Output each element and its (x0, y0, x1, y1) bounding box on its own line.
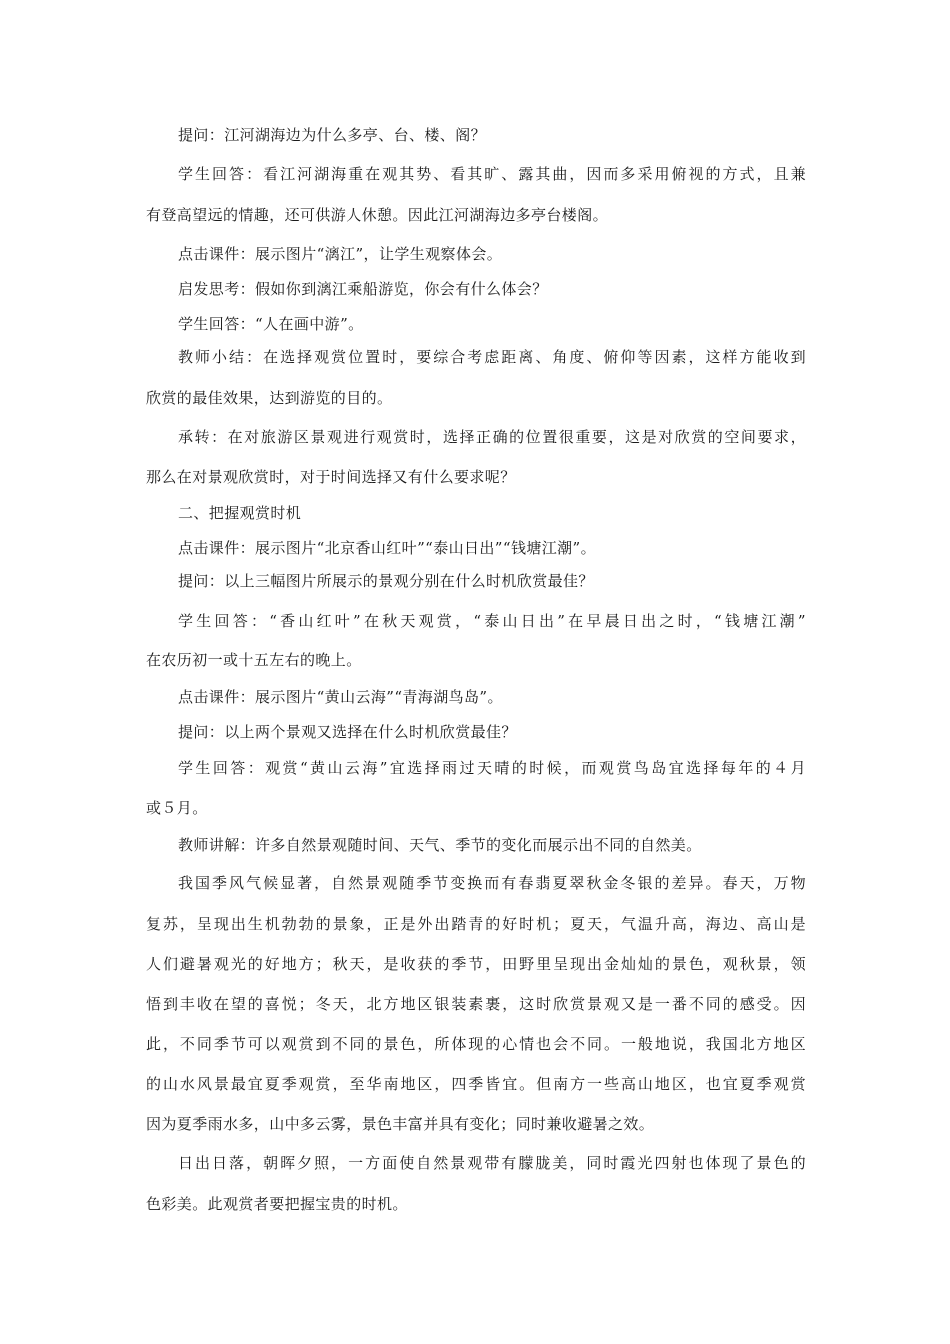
paragraph-line: 我国季风气候显著，自然景观随季节变换而有春翡夏翠秋金冬银的差异。春天，万物 (178, 874, 806, 892)
paragraph-line: 承转：在对旅游区景观进行观赏时，选择正确的位置很重要，这是对欣赏的空间要求， (178, 428, 806, 446)
paragraph-line: 的山水风景最宜夏季观赏，至华南地区，四季皆宜。但南方一些高山地区，也宜夏季观赏 (146, 1075, 806, 1093)
paragraph-line: 此，不同季节可以观赏到不同的景色，所体现的心情也会不同。一般地说，我国北方地区 (146, 1035, 806, 1053)
paragraph-line: 人们避暑观光的好地方；秋天，是收获的季节，田野里呈现出金灿灿的景色，观秋景，领 (146, 955, 806, 973)
paragraph-line: 教师讲解：许多自然景观随时间、天气、季节的变化而展示出不同的自然美。 (178, 836, 702, 854)
paragraph-line: 点击课件：展示图片“黄山云海”“青海湖鸟岛”。 (178, 688, 503, 706)
paragraph-line: 提问：江河湖海边为什么多亭、台、楼、阁？ (178, 126, 487, 144)
paragraph-line: 因为夏季雨水多，山中多云雾，景色丰富并具有变化；同时兼收避暑之效。 (146, 1115, 655, 1133)
section-heading: 二、把握观赏时机 (178, 504, 302, 522)
paragraph-line: 有登高望远的情趣，还可供游人休憩。因此江河湖海边多亭台楼阁。 (146, 206, 609, 224)
paragraph-line: 提问：以上三幅图片所展示的景观分别在什么时机欣赏最佳？ (178, 572, 594, 590)
paragraph-line: 点击课件：展示图片“漓江”，让学生观察体会。 (178, 245, 503, 263)
paragraph-line: 学生回答：“香山红叶”在秋天观赏，“泰山日出”在早晨日出之时，“钱塘江潮” (178, 612, 806, 630)
paragraph-line: 启发思考：假如你到漓江乘船游览，你会有什么体会？ (178, 280, 548, 298)
paragraph-line: 日出日落，朝晖夕照，一方面使自然景观带有朦胧美，同时霞光四射也体现了景色的 (178, 1154, 806, 1172)
paragraph-line: 欣赏的最佳效果，达到游览的目的。 (146, 389, 393, 407)
paragraph-line: 那么在对景观欣赏时，对于时间选择又有什么要求呢？ (146, 468, 516, 486)
paragraph-line: 或５月。 (146, 799, 208, 817)
paragraph-line: 在农历初一或十五左右的晚上。 (146, 651, 362, 669)
paragraph-line: 悟到丰收在望的喜悦；冬天，北方地区银装素裹，这时欣赏景观又是一番不同的感受。因 (146, 995, 806, 1013)
paragraph-line: 学生回答：观赏“黄山云海”宜选择雨过天晴的时候，而观赏鸟岛宜选择每年的４月 (178, 759, 806, 777)
paragraph-line: 提问：以上两个景观又选择在什么时机欣赏最佳？ (178, 723, 517, 741)
paragraph-line: 色彩美。此观赏者要把握宝贵的时机。 (146, 1195, 408, 1213)
paragraph-line: 复苏，呈现出生机勃勃的景象，正是外出踏青的好时机；夏天，气温升高，海边、高山是 (146, 915, 806, 933)
paragraph-line: 学生回答：“人在画中游”。 (178, 315, 364, 333)
paragraph-line: 学生回答：看江河湖海重在观其势、看其旷、露其曲，因而多采用俯视的方式，且兼 (178, 165, 806, 183)
paragraph-line: 点击课件：展示图片“北京香山红叶”“泰山日出”“钱塘江潮”。 (178, 539, 597, 557)
paragraph-line: 教师小结：在选择观赏位置时，要综合考虑距离、角度、俯仰等因素，这样方能收到 (178, 348, 806, 366)
